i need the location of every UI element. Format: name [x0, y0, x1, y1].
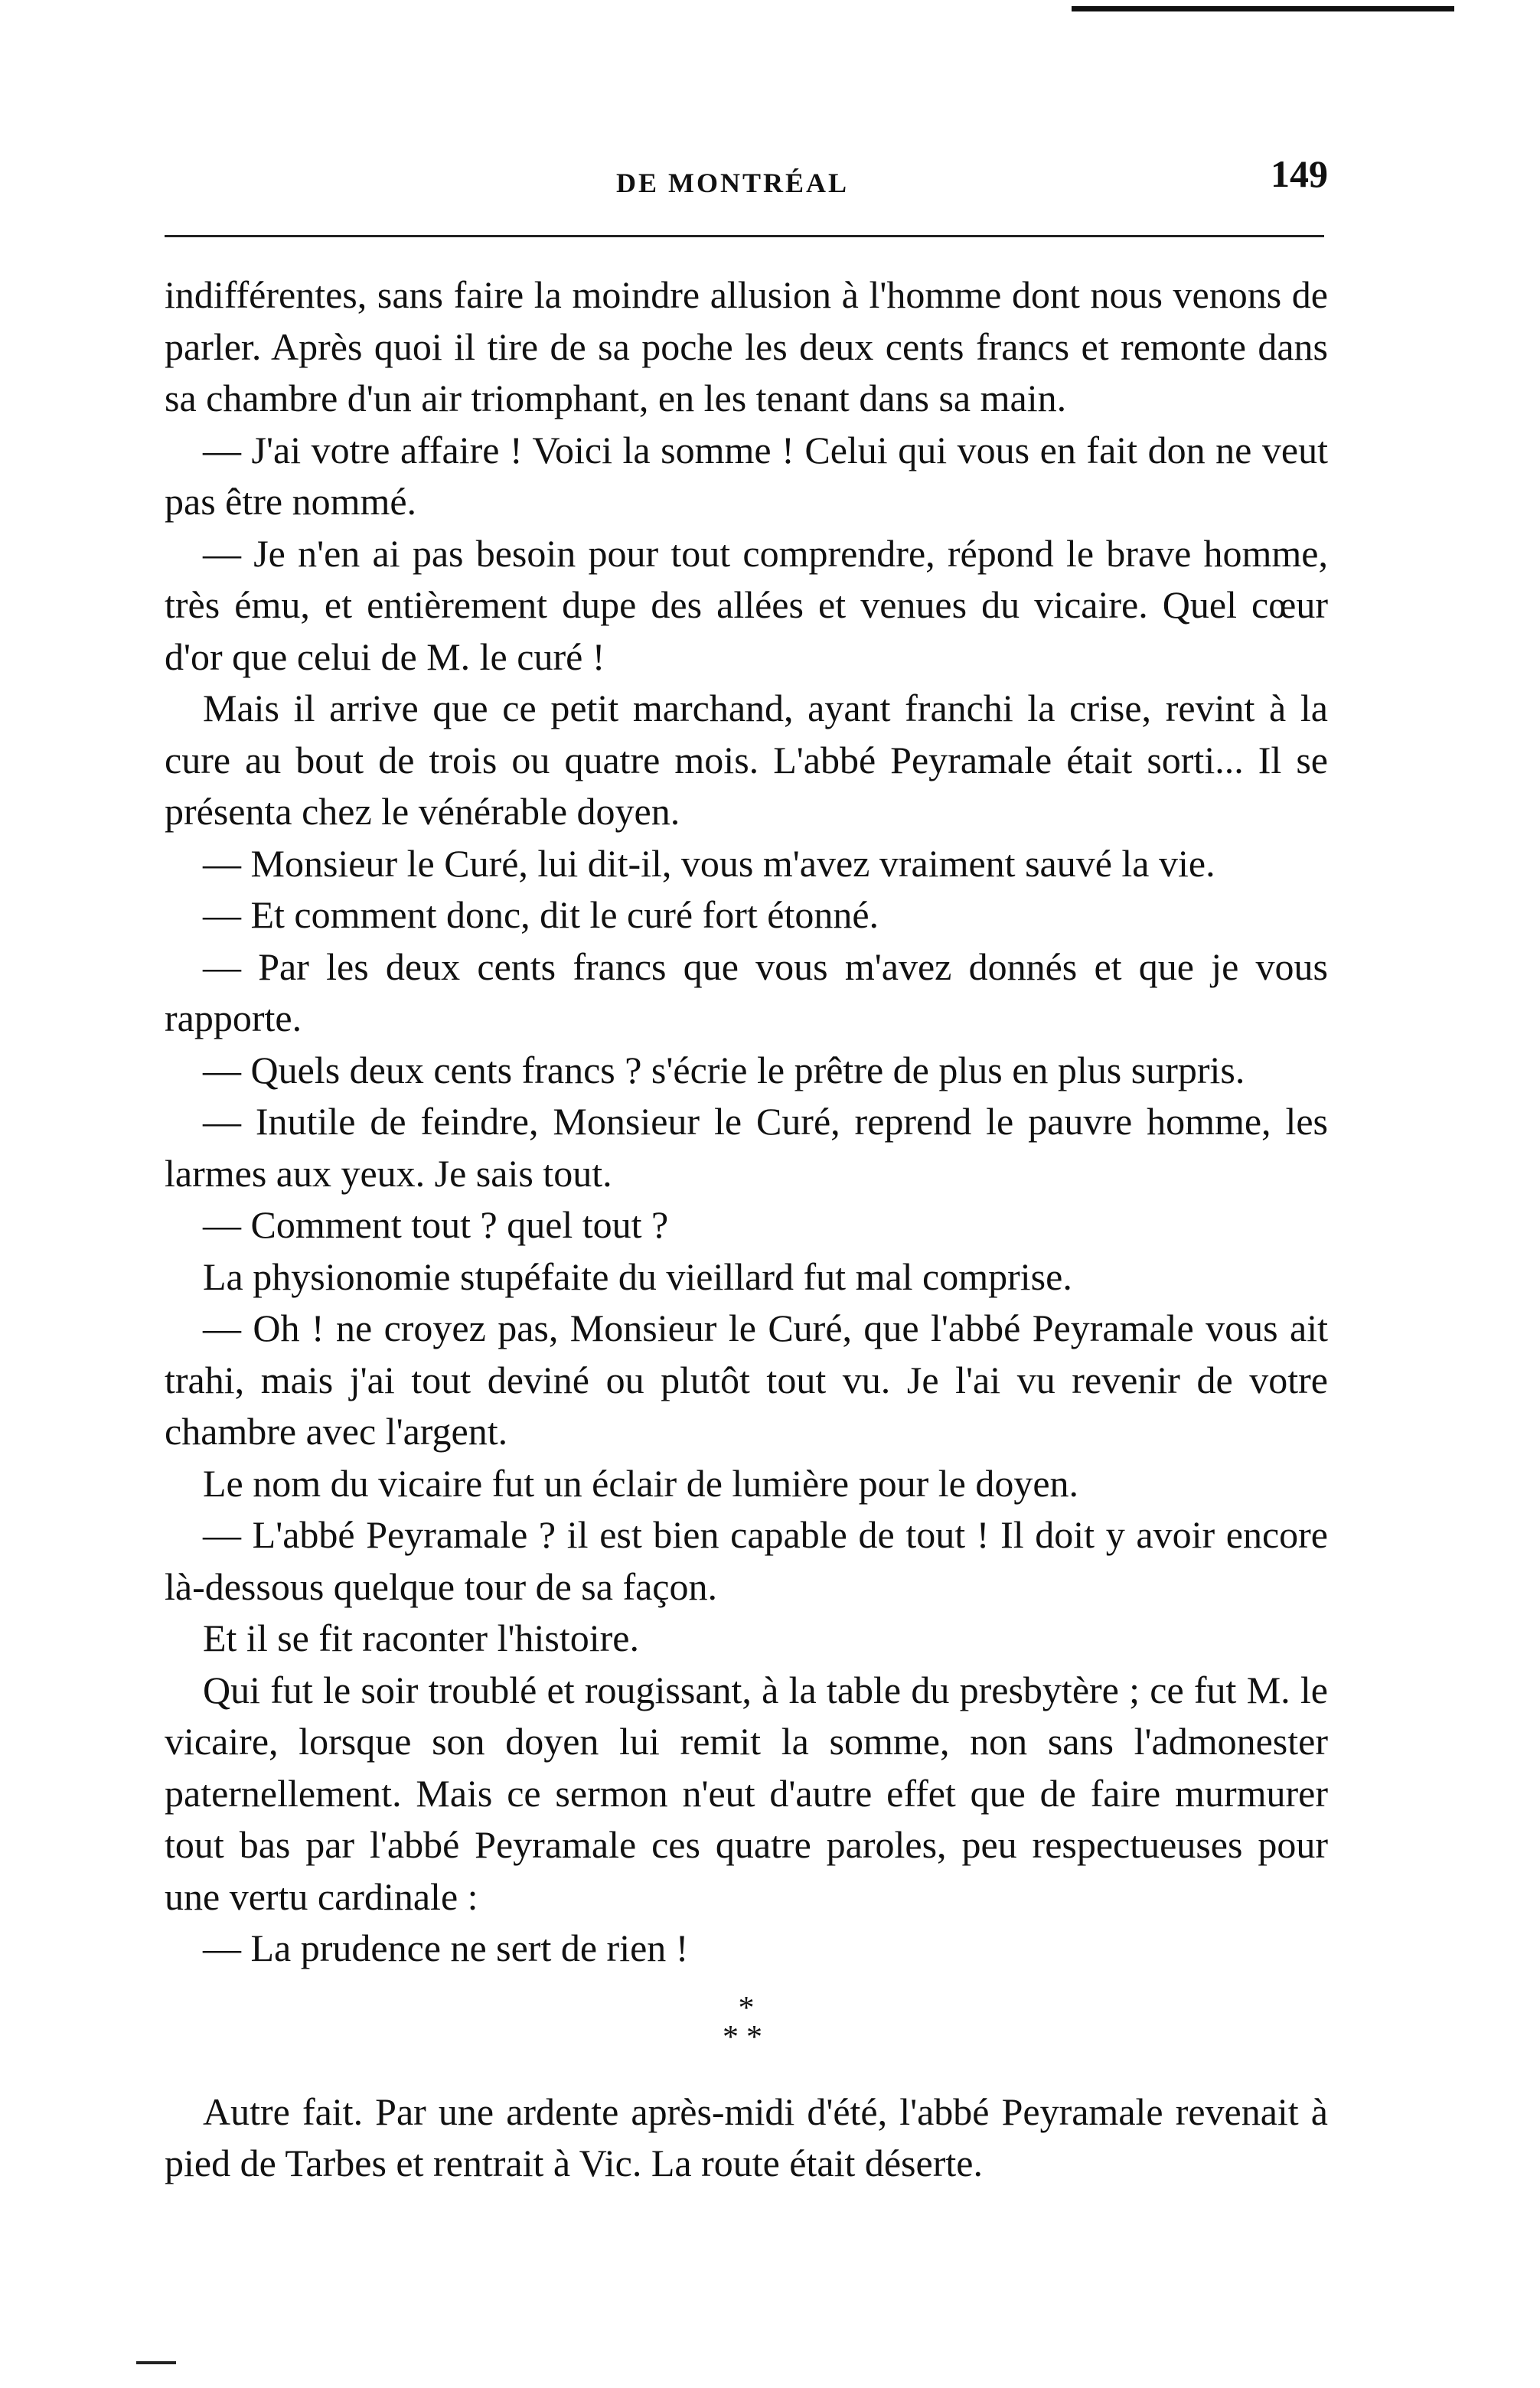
- paragraph: Le nom du vicaire fut un éclair de lumière pour le doyen.: [203, 1461, 1079, 1505]
- running-head: DE MONTRÉAL: [616, 168, 850, 198]
- page-number: 149: [1271, 152, 1328, 195]
- paragraph: — J'ai votre affaire ! Voici la somme ! Celui qui vous en fait don ne veut pas être nommé.: [165, 428, 1328, 523]
- body-text: [165, 269, 1328, 2190]
- scan-margin-mark: [136, 2361, 176, 2364]
- paragraph: — Et comment donc, dit le curé fort étonné.: [203, 893, 879, 936]
- page-header: [165, 152, 1328, 205]
- paragraph: — Je n'en ai pas besoin pour tout comprendre, répond le brave homme, très ému, et entièrement dupe des allées et venues du vicaire. Quel cœur d'or que celui de M. le curé !: [165, 531, 1328, 678]
- paragraph: — Monsieur le Curé, lui dit-il, vous m'avez vraiment sauvé la vie.: [203, 841, 1215, 885]
- paragraph: — La prudence ne sert de rien !: [203, 1926, 689, 1969]
- paragraph: — Inutile de feindre, Monsieur le Curé, reprend le pauvre homme, les larmes aux yeux. Je sais tout.: [165, 1100, 1328, 1195]
- paragraph: La physionomie stupéfaite du vieillard fut mal comprise.: [203, 1254, 1072, 1298]
- asterism-separator: [165, 1990, 1328, 2055]
- paragraph: — L'abbé Peyramale ? il est bien capable de tout ! Il doit y avoir encore là-dessous quelque tour de sa façon.: [165, 1513, 1328, 1608]
- paragraph: — Oh ! ne croyez pas, Monsieur le Curé, que l'abbé Peyramale vous ait trahi, mais j'ai tout deviné ou plutôt tout vu. Je l'ai vu revenir de votre chambre avec l'argent.: [165, 1307, 1328, 1453]
- closing-paragraph: Autre fait. Par une ardente après-midi d'été, l'abbé Peyramale revenait à pied de Tarbes et rentrait à Vic. La route était déserte.: [165, 2090, 1328, 2184]
- paragraph: Mais il arrive que ce petit marchand, ayant franchi la crise, revint à la cure au bout de trois ou quatre mois. L'abbé Peyramale était sorti... Il se présenta chez le vénérable doyen.: [165, 687, 1328, 833]
- paragraph: Qui fut le soir troublé et rougissant, à la table du presbytère ; ce fut M. le vicaire, lorsque son doyen lui remit la somme, non sans l'admonester paternellement. Mais ce sermon n'eut d'autre effet que de faire murmurer tout bas par l'abbé Peyramale ces quatre paroles, peu respectueuses pour une vertu cardinale :: [165, 1668, 1328, 1918]
- paragraph: — Quels deux cents francs ? s'écrie le prêtre de plus en plus surpris.: [203, 1048, 1245, 1091]
- paragraph: — Par les deux cents francs que vous m'avez donnés et que je vous rapporte.: [165, 944, 1328, 1039]
- scan-edge-line: [1072, 6, 1454, 11]
- asterism-bottom: **: [723, 2019, 770, 2055]
- header-rule: [165, 235, 1324, 237]
- paragraph: — Comment tout ? quel tout ?: [203, 1203, 669, 1246]
- paragraph: Et il se fit raconter l'histoire.: [203, 1616, 639, 1659]
- paragraph: indifférentes, sans faire la moindre allusion à l'homme dont nous venons de parler. Après quoi il tire de sa poche les deux cents francs et remonte dans sa chambre d'un air triomphant, en les tenant dans sa main.: [165, 273, 1328, 419]
- asterism-top: *: [738, 1990, 755, 2026]
